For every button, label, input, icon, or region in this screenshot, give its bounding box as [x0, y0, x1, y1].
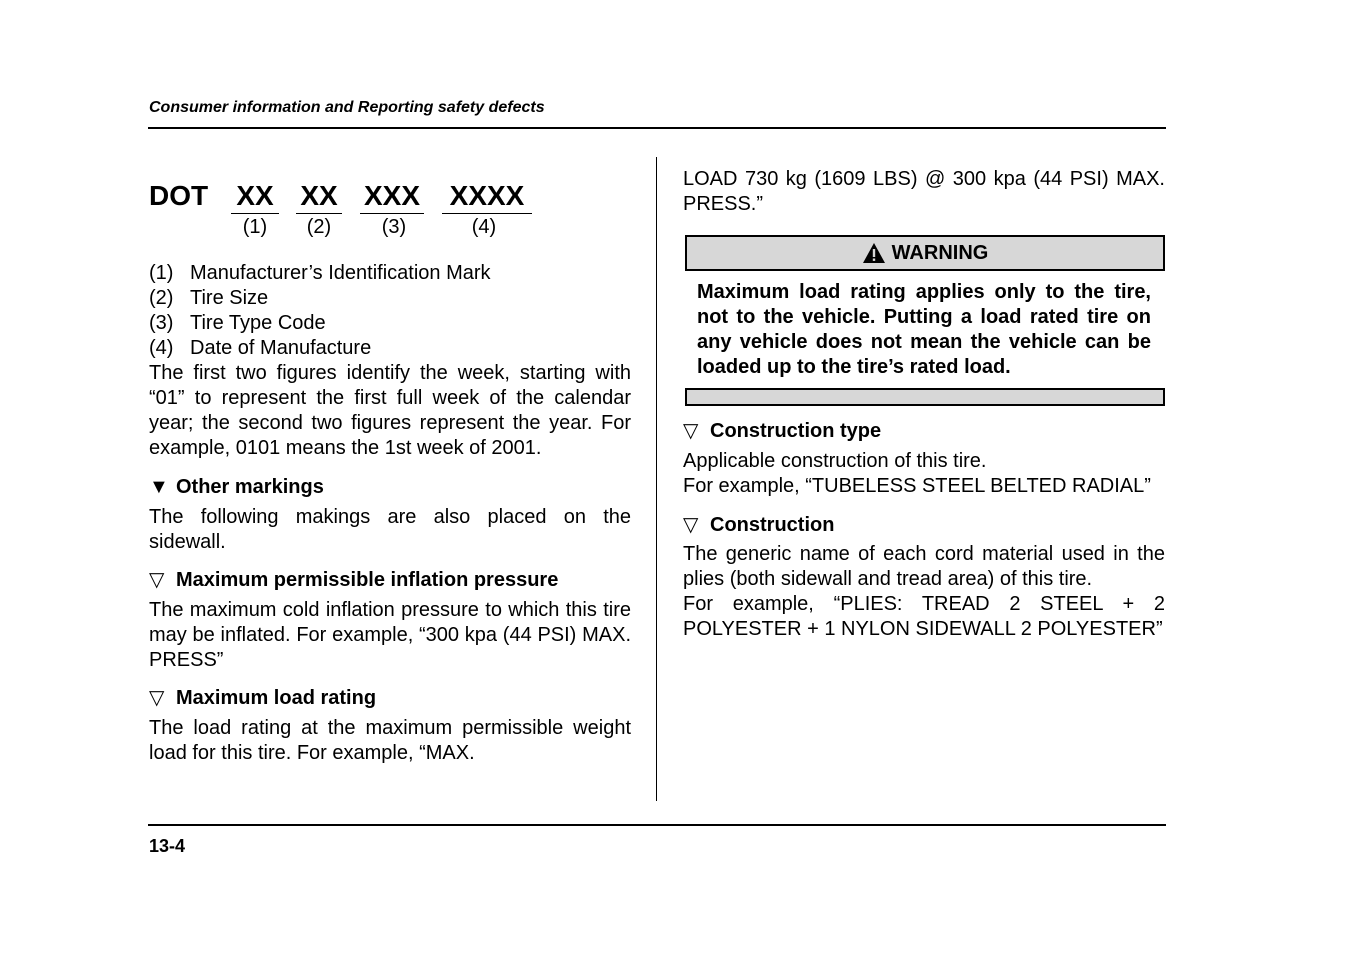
construction-type-heading: ▽ Construction type [683, 420, 882, 442]
warning-icon [862, 242, 886, 264]
other-markings-heading: ▼ Other markings [149, 476, 324, 498]
warning-end-bar [685, 388, 1165, 406]
dot-number-3: (3) [381, 216, 407, 238]
footer-rule [148, 824, 1166, 826]
max-pressure-text: The maximum cold inflation pressure to which this tire may be inflated. For example, “300 kpa (44 PSI) MAX. PRESS” [149, 599, 631, 671]
other-markings-text: The following makings are also placed on the sidewall. [149, 506, 631, 553]
right-column [683, 167, 1165, 642]
dot-code-4: XXXX [442, 180, 532, 214]
max-load-text: The load rating at the maximum permissible weight load for this tire. For example, “MAX. [149, 717, 631, 764]
list-item: (2) Tire Size [149, 287, 269, 309]
dot-number-2: (2) [306, 216, 332, 238]
date-explanation: The first two figures identify the week, starting with “01” to represent the first full week of the calendar year; the second two figures represent the year. For example, 0101 means the 1st week of 2001. [149, 362, 631, 459]
dot-number-1: (1) [242, 216, 268, 238]
dot-code-diagram [149, 178, 549, 248]
warning-text: Maximum load rating applies only to the tire, not to the vehicle. Putting a load rated tire on any vehicle does not mean the vehicle can be loaded up to the tire’s rated load. [697, 281, 1151, 378]
dot-number-4: (4) [471, 216, 497, 238]
construction-type-text: Applicable construction of this tire. [683, 450, 987, 472]
running-header: Consumer information and Reporting safety defects [149, 99, 545, 116]
max-load-heading: ▽ Maximum load rating [149, 687, 377, 709]
dot-code-3: XXX [360, 180, 424, 214]
load-continuation: LOAD 730 kg (1609 LBS) @ 300 kpa (44 PSI) MAX. PRESS.” [683, 168, 1165, 215]
construction-text: The generic name of each cord material used in the plies (both sidewall and tread area) of this tire. [683, 543, 1165, 590]
dot-label: DOT [149, 180, 209, 211]
dot-code-2: XX [296, 180, 342, 214]
page-number: 13-4 [149, 836, 186, 856]
construction-heading: ▽ Construction [683, 514, 835, 536]
construction-type-example: For example, “TUBELESS STEEL BELTED RADIAL” [683, 475, 1151, 497]
list-item: (1) Manufacturer’s Identification Mark [149, 262, 491, 284]
list-item: (4) Date of Manufacture [149, 337, 372, 359]
column-divider [656, 157, 657, 801]
list-item: (3) Tire Type Code [149, 312, 326, 334]
dot-code-1: XX [231, 180, 279, 214]
max-pressure-heading: ▽ Maximum permissible inflation pressure [149, 569, 559, 591]
warning-banner [685, 235, 1165, 271]
left-column [149, 261, 631, 766]
construction-example: For example, “PLIES: TREAD 2 STEEL + 2 POLYESTER + 1 NYLON SIDEWALL 2 POLYESTER” [683, 593, 1165, 640]
dot-legend-list [149, 261, 631, 361]
header-rule [148, 127, 1166, 129]
warning-label: WARNING [891, 241, 989, 264]
